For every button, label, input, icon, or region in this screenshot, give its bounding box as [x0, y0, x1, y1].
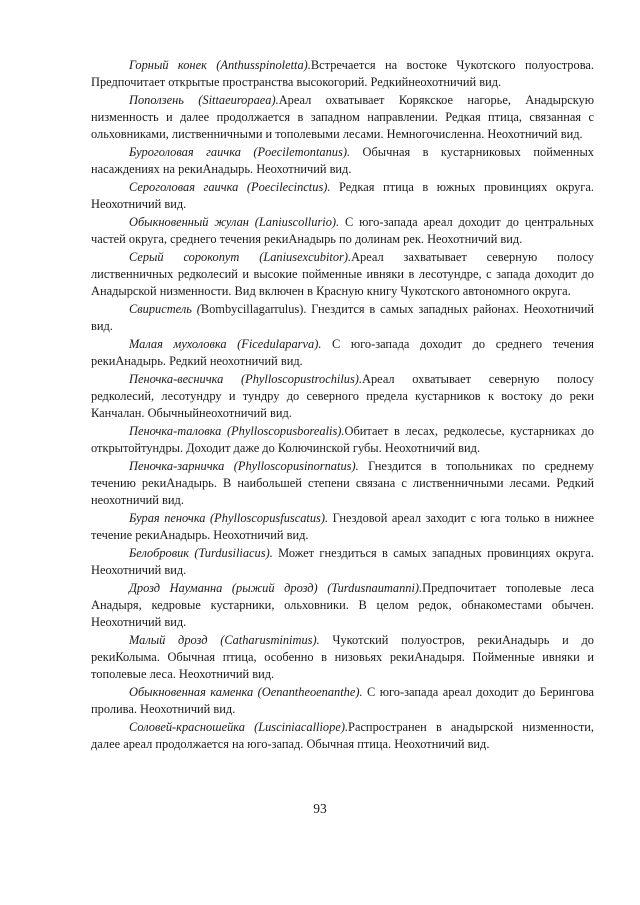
species-description: Ареал охватывает северную полосу редколесий, лесотундру и тундру до северного предела кустарников к востоку до реки Канчалан. Обычныйнеохотничий вид.	[91, 372, 594, 420]
species-latin-name: Bombycillagarrulus	[200, 302, 300, 316]
species-name: Свиристель (	[129, 302, 201, 316]
species-name: Пеночка-таловка (Phylloscopusborealis).	[129, 424, 345, 438]
species-entry-5	[91, 214, 594, 248]
species-entry-2	[91, 92, 594, 143]
species-name: Горный конек (Anthusspinoletta).	[129, 58, 311, 72]
species-name: Соловей-красношейка (Lusciniacalliope).	[129, 720, 349, 734]
species-entry-15	[91, 632, 594, 683]
document-body	[91, 57, 594, 754]
species-name: Малая мухоловка (Ficedulaparva).	[129, 337, 322, 351]
species-entry-6	[91, 249, 594, 300]
species-description: Чукотский полуостров, рекиАнадырь и до рекиКолыма. Обычная птица, особенно в низовьях рекиАнадыря. Пойменные ивняки и тополевые леса. Неохотничий вид.	[91, 633, 594, 681]
species-entry-8	[91, 336, 594, 370]
species-name: Обыкновенный жулан (Laniuscollurio).	[129, 215, 340, 229]
species-description: Обитает в лесах, редколесье, кустарниках до открытойтундры. Доходит даже до Колючинской губы. Неохотничий вид.	[91, 424, 594, 455]
species-description: Может гнездиться в самых западных провинциях округа. Неохотничий вид.	[91, 546, 594, 577]
species-description: Ареал охватывает Корякское нагорье, Анадырскую низменность и далее продолжается в западном направлении. Редкая птица, связанная с ольховниками, лиственничными и тополевыми лесами. Немногочисленна. Неохотничий вид.	[91, 93, 594, 141]
species-name: Пеночка-зарничка (Phylloscopusinornatus).	[129, 459, 359, 473]
species-name: Пеночка-весничка (Phylloscopustrochilus).	[129, 372, 363, 386]
species-name: Серый сорокопут (Laniusexcubitor).	[129, 250, 352, 264]
species-name: Малый дрозд (Catharusminimus).	[129, 633, 320, 647]
species-description: ). Гнездится в самых западных районах. Неохотничий вид.	[91, 302, 594, 333]
species-description: Встречается на востоке Чукотского полуострова. Предпочитает открытые пространства высокогорий. Редкийнеохотничий вид.	[91, 58, 594, 89]
species-name: Бурая пеночка (Phylloscopusfuscatus).	[129, 511, 329, 525]
species-entry-16	[91, 684, 594, 718]
species-entry-4	[91, 179, 594, 213]
page-number: 93	[313, 801, 327, 816]
species-entry-9	[91, 371, 594, 422]
species-description: Гнездится в топольниках по среднему течению рекиАнадырь. В наибольшей степени связана с лиственничными лесами. Редкий неохотничий вид.	[91, 459, 594, 507]
species-entry-3	[91, 144, 594, 178]
species-description: Гнездовой ареал заходит с юга только в нижнее течение рекиАнадырь. Неохотничий вид.	[91, 511, 594, 542]
species-description: С юго-запада ареал доходит до Берингова пролива. Неохотничий вид.	[91, 685, 595, 716]
species-entry-17	[91, 719, 594, 753]
species-entry-1	[91, 57, 594, 91]
species-entry-12	[91, 510, 594, 544]
species-entry-14	[91, 580, 594, 631]
species-description: С юго-запада ареал доходит до центральных частей округа, среднего течения рекиАнадырь по долинам рек. Неохотничий вид.	[91, 215, 594, 246]
species-name: Буроголовая гаичка (Poecilemontanus).	[129, 145, 351, 159]
species-name: Обыкновенная каменка (Oenantheoenanthe).	[129, 685, 363, 699]
species-name: Сероголовая гаичка (Poecilecinctus).	[129, 180, 331, 194]
species-entry-11	[91, 458, 594, 509]
species-description: Ареал захватывает северную полосу лиственничных редколесий и высокие пойменные ивняки в лесотундре, с запада доходит до Анадырской низменности. Вид включен в Красную книгу Чукотского автономного округа.	[91, 250, 595, 298]
species-name: Белобровик (Turdusiliacus).	[129, 546, 273, 560]
species-description: Редкая птица в южных провинциях округа. Неохотничий вид.	[91, 180, 594, 211]
species-description: С юго-запада доходит до среднего течения рекиАнадырь. Редкий неохотничий вид.	[91, 337, 594, 368]
species-description: Обычная в кустарниковых пойменных насаждениях на рекиАнадырь. Неохотничий вид.	[91, 145, 594, 176]
species-entry-13	[91, 545, 594, 579]
species-entry-10	[91, 423, 594, 457]
species-description: Распространен в анадырской низменности, далее ареал продолжается на юго-запад. Обычная птица. Неохотничий вид.	[91, 720, 594, 751]
species-description: Предпочитает тополевые леса Анадыря, кедровые кустарники, ольховники. В целом редок, обнакоместами обычен. Неохотничий вид.	[91, 581, 595, 629]
species-entry-7	[91, 301, 594, 335]
species-name: Поползень (Sittaeuropaea).	[129, 93, 279, 107]
species-name: Дрозд Науманна (рыжий дрозд) (Turdusnaumanni).	[129, 581, 423, 595]
